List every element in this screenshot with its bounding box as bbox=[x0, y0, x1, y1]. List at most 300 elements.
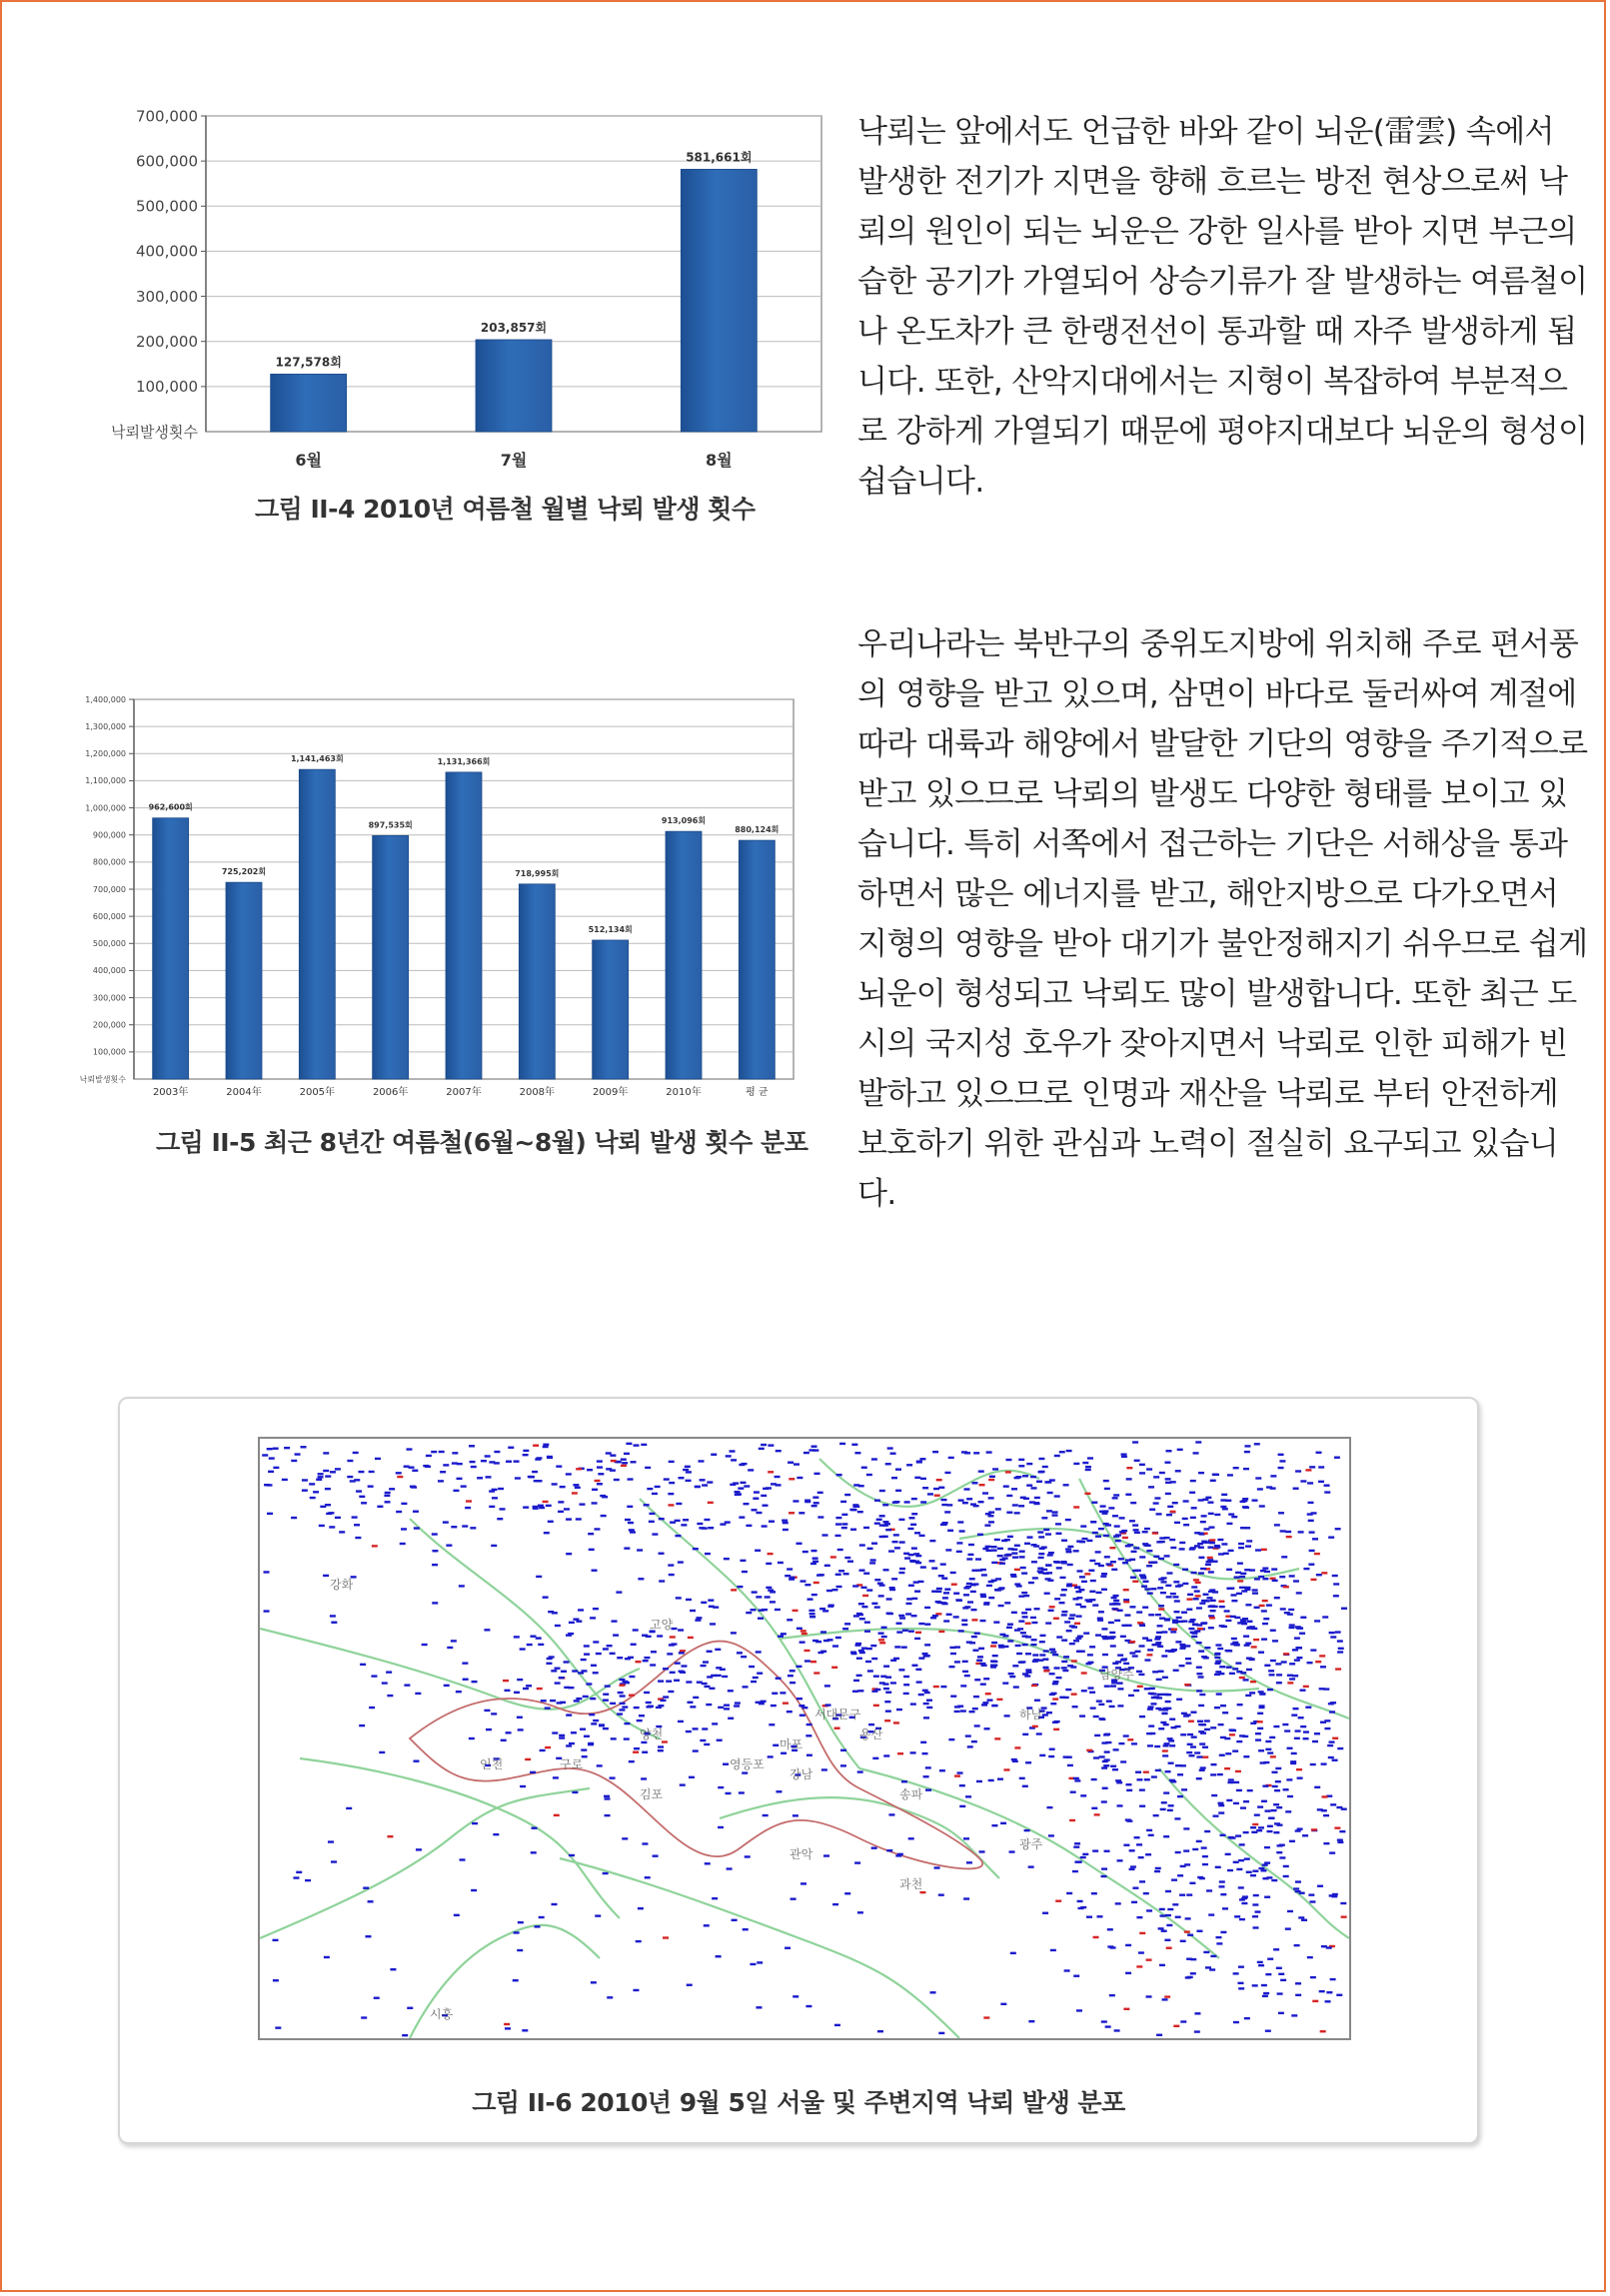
negative-strike bbox=[1258, 1707, 1264, 1709]
negative-strike bbox=[961, 1451, 967, 1453]
negative-strike bbox=[1236, 1740, 1242, 1742]
negative-strike bbox=[1328, 1756, 1334, 1758]
y-tick-label: 400,000 bbox=[135, 242, 198, 261]
negative-strike bbox=[1233, 1972, 1239, 1974]
negative-strike bbox=[628, 1522, 634, 1524]
negative-strike bbox=[1117, 1654, 1123, 1656]
negative-strike bbox=[1145, 1853, 1151, 1855]
negative-strike bbox=[1208, 1627, 1214, 1629]
negative-strike bbox=[536, 1637, 542, 1639]
negative-strike bbox=[1205, 1564, 1211, 1566]
negative-strike bbox=[1155, 1708, 1161, 1710]
negative-strike bbox=[423, 1465, 429, 1467]
negative-strike bbox=[893, 1534, 899, 1536]
negative-strike bbox=[347, 1460, 353, 1462]
positive-strike bbox=[1025, 1623, 1031, 1625]
negative-strike bbox=[1272, 1640, 1278, 1642]
negative-strike bbox=[857, 1511, 863, 1513]
negative-strike bbox=[401, 1528, 407, 1530]
negative-strike bbox=[266, 1484, 272, 1486]
positive-strike bbox=[1166, 1947, 1172, 1949]
negative-strike bbox=[1226, 1799, 1232, 1801]
negative-strike bbox=[997, 1548, 1003, 1550]
negative-strike bbox=[914, 1638, 920, 1640]
negative-strike bbox=[637, 1549, 643, 1551]
negative-strike bbox=[1006, 1627, 1012, 1629]
negative-strike bbox=[331, 1622, 337, 1624]
negative-strike bbox=[1240, 1619, 1246, 1621]
negative-strike bbox=[766, 1587, 772, 1589]
negative-strike bbox=[1236, 1868, 1242, 1870]
negative-strike bbox=[552, 1731, 558, 1733]
positive-strike bbox=[636, 1661, 642, 1663]
negative-strike bbox=[1264, 1861, 1270, 1863]
negative-strike bbox=[1241, 1902, 1247, 1904]
negative-strike bbox=[652, 1533, 658, 1535]
negative-strike bbox=[535, 1925, 541, 1927]
negative-strike bbox=[1289, 1663, 1295, 1665]
negative-strike bbox=[771, 1705, 777, 1707]
negative-strike bbox=[856, 1613, 862, 1615]
negative-strike bbox=[1032, 1654, 1038, 1656]
negative-strike bbox=[1025, 1669, 1031, 1671]
negative-strike bbox=[1192, 1848, 1198, 1850]
negative-strike bbox=[1336, 1806, 1342, 1808]
negative-strike bbox=[291, 1460, 297, 1462]
negative-strike bbox=[1136, 1778, 1142, 1780]
negative-strike bbox=[856, 1675, 862, 1677]
negative-strike bbox=[910, 1561, 916, 1563]
negative-strike bbox=[1201, 1622, 1207, 1624]
negative-strike bbox=[329, 1526, 335, 1528]
negative-strike bbox=[1098, 1528, 1104, 1530]
negative-strike bbox=[1153, 1476, 1159, 1478]
negative-strike bbox=[977, 1534, 983, 1536]
negative-strike bbox=[1162, 1754, 1168, 1756]
negative-strike bbox=[1010, 1952, 1016, 1954]
negative-strike bbox=[1287, 1613, 1293, 1615]
negative-strike bbox=[645, 1467, 651, 1469]
negative-strike bbox=[1177, 1773, 1183, 1775]
negative-strike bbox=[396, 1511, 402, 1513]
negative-strike bbox=[1309, 1466, 1315, 1468]
positive-strike bbox=[768, 1471, 774, 1473]
negative-strike bbox=[1072, 1706, 1078, 1708]
negative-strike bbox=[1014, 1583, 1020, 1585]
negative-strike bbox=[1039, 1754, 1045, 1756]
negative-strike bbox=[647, 1488, 653, 1490]
negative-strike bbox=[1131, 1742, 1137, 1744]
negative-strike bbox=[905, 1603, 911, 1605]
negative-strike bbox=[369, 1471, 375, 1473]
bar-2006年 bbox=[373, 835, 409, 1079]
negative-strike bbox=[874, 1579, 880, 1581]
map-place-label: 용산 bbox=[859, 1727, 883, 1741]
negative-strike bbox=[991, 1824, 997, 1826]
negative-strike bbox=[597, 1466, 603, 1468]
negative-strike bbox=[578, 1609, 584, 1611]
positive-strike bbox=[994, 1737, 1000, 1739]
negative-strike bbox=[1199, 1769, 1205, 1771]
negative-strike bbox=[985, 1550, 991, 1552]
negative-strike bbox=[1218, 1811, 1224, 1813]
negative-strike bbox=[944, 1588, 950, 1590]
negative-strike bbox=[806, 1754, 812, 1756]
negative-strike bbox=[1052, 1511, 1058, 1513]
negative-strike bbox=[864, 1621, 870, 1623]
y-tick-label: 700,000 bbox=[135, 107, 198, 126]
negative-strike bbox=[908, 1517, 914, 1519]
negative-strike bbox=[1329, 1851, 1335, 1853]
negative-strike bbox=[724, 1558, 730, 1560]
positive-strike bbox=[979, 1484, 985, 1486]
negative-strike bbox=[794, 1463, 800, 1465]
negative-strike bbox=[1145, 1545, 1151, 1547]
negative-strike bbox=[1095, 1634, 1101, 1636]
positive-strike bbox=[1286, 1536, 1292, 1538]
negative-strike bbox=[471, 1889, 477, 1891]
negative-strike bbox=[1130, 1865, 1136, 1867]
negative-strike bbox=[790, 1577, 796, 1579]
negative-strike bbox=[1242, 1506, 1248, 1508]
negative-strike bbox=[1208, 1513, 1214, 1515]
negative-strike bbox=[728, 1718, 734, 1720]
positive-strike bbox=[537, 1688, 543, 1690]
negative-strike bbox=[1056, 1567, 1062, 1569]
negative-strike bbox=[1339, 1830, 1345, 1832]
positive-strike bbox=[1283, 1653, 1289, 1655]
negative-strike bbox=[1066, 1551, 1072, 1553]
negative-strike bbox=[546, 1663, 552, 1665]
negative-strike bbox=[991, 1580, 997, 1582]
negative-strike bbox=[592, 1570, 598, 1572]
negative-strike bbox=[670, 1672, 676, 1674]
negative-strike bbox=[1278, 1973, 1284, 1975]
negative-strike bbox=[1060, 1561, 1066, 1563]
x-tick-label: 2009年 bbox=[592, 1087, 629, 1098]
negative-strike bbox=[924, 1644, 930, 1646]
negative-strike bbox=[878, 1595, 884, 1597]
negative-strike bbox=[1138, 1951, 1144, 1953]
negative-strike bbox=[1228, 1836, 1234, 1838]
negative-strike bbox=[915, 1562, 921, 1564]
negative-strike bbox=[566, 1744, 572, 1746]
positive-strike bbox=[1229, 1733, 1235, 1735]
negative-strike bbox=[1169, 1719, 1175, 1721]
negative-strike bbox=[1337, 1640, 1343, 1642]
positive-strike bbox=[813, 1582, 819, 1584]
negative-strike bbox=[1086, 1915, 1092, 1917]
map-place-label: 송파 bbox=[899, 1787, 923, 1801]
negative-strike bbox=[1198, 1557, 1204, 1559]
positive-strike bbox=[1123, 1601, 1129, 1603]
negative-strike bbox=[614, 1479, 620, 1481]
negative-strike bbox=[797, 1698, 803, 1700]
negative-strike bbox=[1293, 1580, 1299, 1582]
negative-strike bbox=[485, 1455, 491, 1457]
negative-strike bbox=[1254, 1578, 1260, 1580]
map-place-label: 광주 bbox=[1019, 1837, 1043, 1851]
negative-strike bbox=[758, 1618, 764, 1620]
negative-strike bbox=[938, 1575, 944, 1577]
negative-strike bbox=[997, 1555, 1003, 1557]
negative-strike bbox=[358, 1471, 364, 1473]
negative-strike bbox=[1332, 1893, 1338, 1895]
negative-strike bbox=[879, 1490, 885, 1492]
negative-strike bbox=[796, 1666, 802, 1668]
negative-strike bbox=[793, 1995, 799, 1997]
negative-strike bbox=[1255, 1732, 1261, 1734]
negative-strike bbox=[1252, 1589, 1258, 1591]
negative-strike bbox=[1219, 1754, 1225, 1756]
negative-strike bbox=[844, 1892, 850, 1894]
negative-strike bbox=[1335, 1528, 1341, 1530]
negative-strike bbox=[1204, 1830, 1210, 1832]
negative-strike bbox=[901, 1646, 907, 1648]
negative-strike bbox=[1148, 1834, 1154, 1836]
negative-strike bbox=[1150, 1693, 1156, 1695]
negative-strike bbox=[1283, 1865, 1289, 1867]
negative-strike bbox=[980, 1596, 986, 1598]
negative-strike bbox=[267, 1513, 273, 1515]
negative-strike bbox=[633, 1629, 639, 1631]
negative-strike bbox=[1252, 1592, 1258, 1594]
negative-strike bbox=[603, 1694, 609, 1696]
negative-strike bbox=[956, 1542, 962, 1544]
bar-value-label: 718,995회 bbox=[515, 868, 560, 878]
negative-strike bbox=[761, 1444, 767, 1446]
negative-strike bbox=[1246, 1621, 1252, 1623]
negative-strike bbox=[453, 1490, 459, 1492]
negative-strike bbox=[1243, 1679, 1249, 1681]
negative-strike bbox=[904, 1557, 910, 1559]
negative-strike bbox=[1329, 1740, 1335, 1742]
negative-strike bbox=[580, 1727, 586, 1729]
positive-strike bbox=[1074, 1623, 1080, 1625]
negative-strike bbox=[861, 1606, 867, 1608]
negative-strike bbox=[1179, 1542, 1185, 1544]
negative-strike bbox=[1011, 1488, 1017, 1490]
negative-strike bbox=[598, 1473, 604, 1475]
negative-strike bbox=[583, 1696, 589, 1698]
negative-strike bbox=[1100, 1505, 1106, 1507]
negative-strike bbox=[1261, 1638, 1267, 1640]
negative-strike bbox=[1156, 2034, 1162, 2036]
positive-strike bbox=[1162, 1749, 1168, 1751]
negative-strike bbox=[1076, 2009, 1082, 2011]
negative-strike bbox=[515, 1477, 521, 1479]
negative-strike bbox=[791, 1897, 797, 1899]
negative-strike bbox=[566, 1553, 572, 1555]
negative-strike bbox=[999, 1559, 1005, 1561]
negative-strike bbox=[891, 1477, 897, 1479]
negative-strike bbox=[1175, 1851, 1181, 1853]
negative-strike bbox=[1287, 1675, 1293, 1677]
negative-strike bbox=[1155, 1867, 1161, 1869]
negative-strike bbox=[593, 1608, 599, 1610]
negative-strike bbox=[1055, 1523, 1061, 1525]
negative-strike bbox=[1080, 1906, 1086, 1908]
negative-strike bbox=[1265, 1748, 1271, 1750]
negative-strike bbox=[1055, 1533, 1061, 1535]
negative-strike bbox=[744, 1503, 750, 1505]
negative-strike bbox=[1064, 1969, 1070, 1971]
negative-strike bbox=[873, 1675, 879, 1677]
negative-strike bbox=[1333, 1583, 1339, 1585]
negative-strike bbox=[990, 1660, 996, 1662]
negative-strike bbox=[1101, 1636, 1107, 1638]
negative-strike bbox=[1209, 1968, 1215, 1970]
figure-4-caption: 그림 II-4 2010년 여름철 월별 낙뢰 발생 횟수 bbox=[255, 495, 756, 524]
negative-strike bbox=[547, 1457, 553, 1459]
negative-strike bbox=[841, 1527, 847, 1529]
positive-strike bbox=[985, 1693, 991, 1695]
negative-strike bbox=[659, 1518, 665, 1520]
negative-strike bbox=[1150, 1588, 1156, 1590]
negative-strike bbox=[820, 1631, 826, 1633]
negative-strike bbox=[432, 1564, 438, 1566]
negative-strike bbox=[706, 1704, 712, 1706]
negative-strike bbox=[700, 1739, 706, 1741]
negative-strike bbox=[264, 1610, 270, 1612]
negative-strike bbox=[1258, 1749, 1264, 1751]
negative-strike bbox=[369, 1707, 375, 1709]
positive-strike bbox=[1261, 1549, 1267, 1551]
map-place-label: 남양주 bbox=[1099, 1668, 1134, 1682]
negative-strike bbox=[656, 1707, 662, 1709]
negative-strike bbox=[988, 1511, 994, 1513]
negative-strike bbox=[896, 1631, 902, 1633]
negative-strike bbox=[812, 1561, 818, 1563]
negative-strike bbox=[944, 1472, 950, 1474]
negative-strike bbox=[1087, 1662, 1093, 1664]
map-place-label: 고양 bbox=[650, 1618, 674, 1632]
map-canvas bbox=[260, 1439, 1349, 2038]
negative-strike bbox=[1112, 1497, 1118, 1499]
negative-strike bbox=[1193, 1452, 1199, 1454]
negative-strike bbox=[581, 1748, 587, 1750]
paragraph-lightning-cause: 낙뢰는 앞에서도 언급한 바와 같이 뇌운(雷雲) 속에서 발생한 전기가 지면을 향해 흐르는 방전 현상으로써 낙뢰의 원인이 되는 뇌운은 강한 일사를 받아 지면 부근의 습한 공기가 가열되어 상승기류가 잘 발생하는 여름철이나 온도차가 큰 한랭전선이 통과할 때 자주 발생하게 됩니다. 또한, 산악지대에서는 지형이 복잡하여 부분적으로 강하게 가열되기 때문에 평야지대보다 뇌운의 형성이 쉽습니다. bbox=[857, 114, 1588, 500]
negative-strike bbox=[1309, 1550, 1315, 1552]
negative-strike bbox=[705, 1862, 711, 1864]
negative-strike bbox=[1166, 1450, 1172, 1452]
negative-strike bbox=[879, 1515, 885, 1517]
negative-strike bbox=[1045, 1481, 1051, 1483]
negative-strike bbox=[580, 1503, 586, 1505]
negative-strike bbox=[1261, 1610, 1267, 1612]
negative-strike bbox=[1276, 1674, 1282, 1676]
negative-strike bbox=[1240, 1573, 1246, 1575]
negative-strike bbox=[1171, 1878, 1177, 1880]
negative-strike bbox=[432, 1602, 438, 1604]
negative-strike bbox=[740, 1560, 746, 1562]
negative-strike bbox=[1214, 1545, 1220, 1547]
negative-strike bbox=[610, 1653, 616, 1655]
negative-strike bbox=[750, 1963, 756, 1965]
positive-strike bbox=[1031, 1685, 1037, 1687]
negative-strike bbox=[470, 1461, 476, 1463]
positive-strike bbox=[1283, 1586, 1289, 1588]
negative-strike bbox=[1155, 1614, 1161, 1616]
negative-strike bbox=[1258, 1964, 1264, 1966]
negative-strike bbox=[1107, 1928, 1113, 1930]
negative-strike bbox=[678, 1721, 684, 1722]
negative-strike bbox=[657, 1635, 663, 1637]
negative-strike bbox=[670, 1521, 676, 1523]
negative-strike bbox=[971, 1570, 977, 1572]
negative-strike bbox=[1257, 1713, 1263, 1715]
negative-strike bbox=[1043, 1529, 1049, 1531]
negative-strike bbox=[1168, 1739, 1174, 1741]
negative-strike bbox=[962, 1671, 968, 1673]
negative-strike bbox=[1264, 1896, 1270, 1898]
negative-strike bbox=[284, 1447, 290, 1449]
negative-strike bbox=[1225, 1650, 1231, 1652]
negative-strike bbox=[592, 1489, 598, 1491]
negative-strike bbox=[477, 1477, 483, 1479]
negative-strike bbox=[1132, 1655, 1138, 1657]
figure-6-caption: 그림 II-6 2010년 9월 5일 서울 및 주변지역 낙뢰 발생 분포 bbox=[472, 2088, 1125, 2117]
negative-strike bbox=[1063, 1656, 1069, 1658]
negative-strike bbox=[1159, 1472, 1165, 1474]
negative-strike bbox=[1074, 1860, 1080, 1862]
negative-strike bbox=[1158, 1927, 1164, 1929]
negative-strike bbox=[549, 1656, 555, 1658]
negative-strike bbox=[756, 1651, 762, 1653]
negative-strike bbox=[1204, 1720, 1210, 1722]
negative-strike bbox=[1215, 1866, 1221, 1868]
negative-strike bbox=[770, 1601, 776, 1603]
negative-strike bbox=[1276, 1806, 1282, 1808]
negative-strike bbox=[1146, 1909, 1152, 1911]
negative-strike bbox=[1335, 1631, 1341, 1633]
negative-strike bbox=[1201, 1541, 1207, 1543]
negative-strike bbox=[591, 1665, 597, 1667]
negative-strike bbox=[941, 1504, 947, 1506]
y-tick-label: 700,000 bbox=[92, 884, 126, 894]
negative-strike bbox=[1175, 1470, 1181, 1472]
negative-strike bbox=[805, 1660, 810, 1662]
negative-strike bbox=[915, 1669, 921, 1671]
negative-strike bbox=[992, 1655, 998, 1657]
negative-strike bbox=[1079, 1715, 1085, 1717]
y-tick-label: 1,100,000 bbox=[85, 776, 126, 786]
negative-strike bbox=[584, 1645, 590, 1647]
negative-strike bbox=[1250, 1826, 1256, 1828]
positive-strike bbox=[893, 1722, 899, 1723]
negative-strike bbox=[1104, 1685, 1110, 1687]
negative-strike bbox=[751, 1681, 757, 1683]
negative-strike bbox=[731, 1632, 737, 1634]
negative-strike bbox=[971, 1740, 977, 1742]
negative-strike bbox=[1195, 1441, 1201, 1443]
negative-strike bbox=[1159, 1914, 1165, 1916]
negative-strike bbox=[1095, 1551, 1101, 1553]
negative-strike bbox=[822, 1610, 828, 1612]
negative-strike bbox=[1036, 1481, 1042, 1483]
negative-strike bbox=[997, 1777, 1003, 1779]
negative-strike bbox=[1238, 1543, 1244, 1545]
negative-strike bbox=[533, 1506, 539, 1508]
negative-strike bbox=[970, 1591, 976, 1593]
negative-strike bbox=[797, 1543, 803, 1545]
negative-strike bbox=[552, 1612, 558, 1614]
negative-strike bbox=[584, 1735, 590, 1737]
negative-strike bbox=[328, 1840, 334, 1842]
negative-strike bbox=[1295, 1626, 1301, 1628]
negative-strike bbox=[1161, 1655, 1167, 1657]
negative-strike bbox=[1180, 1733, 1186, 1735]
